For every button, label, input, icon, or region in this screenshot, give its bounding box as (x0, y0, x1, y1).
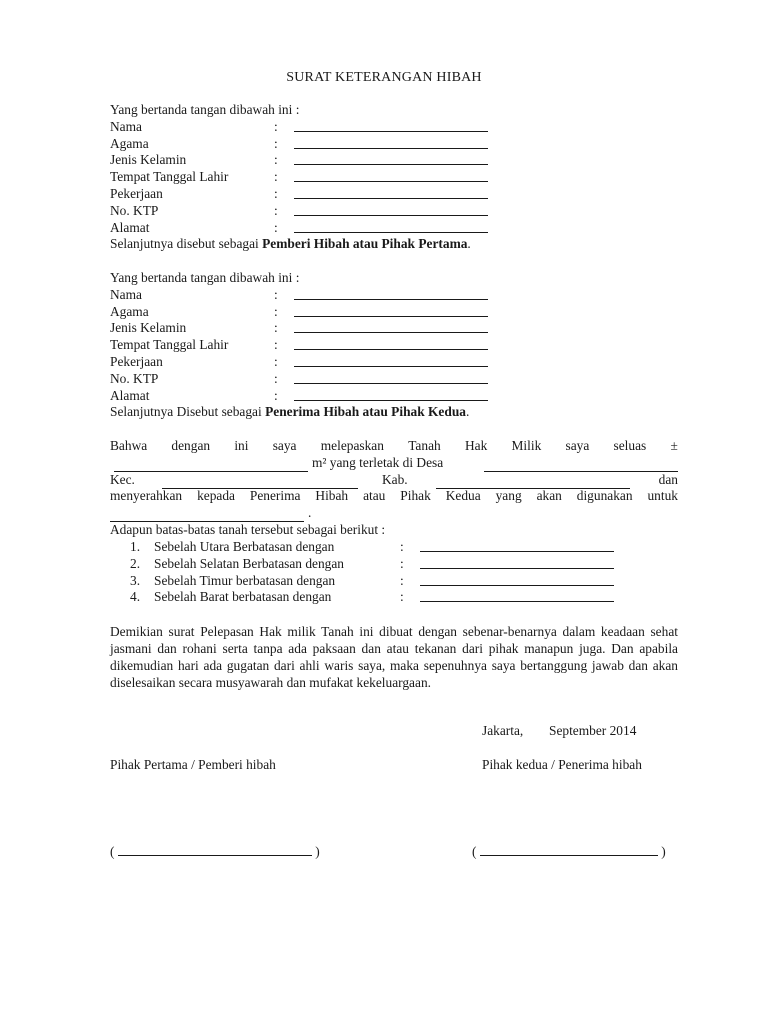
word: digunakan (576, 488, 633, 504)
word: Penerima (249, 488, 301, 504)
field-colon: : (274, 337, 278, 353)
field-blank (294, 383, 488, 384)
field-blank (294, 215, 488, 216)
party1-field-agama (110, 136, 680, 153)
boundary-number: 1. (130, 539, 141, 554)
word: Pihak (400, 488, 431, 504)
party2-field-tempat-tanggal-lahir (110, 337, 680, 354)
boundary-text: Sebelah Timur berbatasan dengan (154, 572, 336, 588)
field-colon: : (274, 387, 278, 403)
purpose-blank (110, 508, 304, 522)
field-colon: : (274, 169, 278, 185)
field-colon: : (274, 118, 278, 134)
area-blank (114, 458, 308, 472)
kab-blank (436, 475, 630, 489)
boundaries-intro: Adapun batas-batas tanah tersebut sebagai berikut : (110, 522, 386, 537)
field-blank (294, 131, 488, 132)
field-label: Alamat (110, 219, 150, 235)
field-label: No. KTP (110, 370, 159, 386)
party1-section (110, 102, 680, 253)
release-line-5: . (110, 505, 678, 522)
field-colon: : (274, 152, 278, 168)
word: akan (536, 488, 562, 504)
party1-field-nama (110, 119, 680, 136)
field-blank (294, 316, 488, 317)
word: yang (495, 488, 522, 504)
signer-2-label: Pihak kedua / Penerima hibah (482, 757, 642, 772)
signature-1: ( ) (110, 844, 320, 859)
field-label: Nama (110, 118, 142, 134)
boundary-blank (420, 551, 614, 552)
field-label: Tempat Tanggal Lahir (110, 169, 229, 185)
field-colon: : (274, 135, 278, 151)
word: seluas (613, 438, 647, 453)
field-colon: : (274, 320, 278, 336)
party2-field-jenis-kelamin (110, 320, 680, 337)
field-label: Nama (110, 286, 142, 302)
boundary-colon: : (400, 555, 404, 571)
field-label: Tempat Tanggal Lahir (110, 337, 229, 353)
party1-field-no-ktp (110, 203, 680, 220)
field-blank (294, 349, 488, 350)
field-colon: : (274, 286, 278, 302)
field-blank (294, 181, 488, 182)
kec-blank (162, 475, 358, 489)
party2-outro: Selanjutnya Disebut sebagai Penerima Hibah atau Pihak Kedua. (110, 404, 470, 420)
party1-field-tempat-tanggal-lahir (110, 169, 680, 186)
boundary-number: 3. (130, 572, 141, 588)
boundary-colon: : (400, 572, 404, 588)
field-colon: : (274, 370, 278, 386)
party1-outro: Selanjutnya disebut sebagai Pemberi Hibah atau Pihak Pertama. (110, 236, 471, 252)
boundary-item (130, 556, 650, 573)
word: Kedua (445, 488, 481, 504)
boundary-number: 2. (130, 555, 141, 571)
signature-2: ( ) (472, 844, 666, 859)
boundary-item (130, 573, 650, 590)
party2-field-nama (110, 287, 680, 304)
party1-intro: Yang bertanda tangan dibawah ini : (110, 102, 300, 117)
party1-field-pekerjaan (110, 186, 680, 203)
word: atau (363, 488, 386, 504)
field-blank (294, 232, 488, 233)
word: Milik (511, 438, 542, 453)
field-label: Jenis Kelamin (110, 320, 187, 336)
party2-field-alamat (110, 388, 680, 405)
word: kepada (197, 488, 235, 504)
boundary-text: Sebelah Selatan Berbatasan dengan (154, 555, 344, 571)
word: Hak (464, 438, 488, 453)
word: untuk (647, 488, 678, 504)
field-colon: : (274, 219, 278, 235)
field-label: Agama (110, 135, 149, 151)
release-line-4 (110, 488, 678, 505)
word: saya (272, 438, 297, 453)
word: dengan (171, 438, 211, 453)
word: Hibah (315, 488, 349, 504)
party2-fields (110, 287, 680, 405)
party1-fields (110, 119, 680, 237)
field-label: Agama (110, 303, 149, 319)
boundary-text: Sebelah Barat berbatasan dengan (154, 589, 332, 605)
field-blank (294, 198, 488, 199)
signature-1-blank (118, 842, 312, 856)
party2-field-no-ktp (110, 371, 680, 388)
word: Bahwa (110, 438, 148, 453)
boundary-colon: : (400, 589, 404, 605)
signer-1-label: Pihak Pertama / Pemberi hibah (110, 757, 276, 772)
field-blank (294, 400, 488, 401)
party2-field-agama (110, 304, 680, 321)
party2-field-pekerjaan (110, 354, 680, 371)
field-label: Pekerjaan (110, 353, 163, 369)
word: melepaskan (320, 438, 384, 453)
document-title: SURAT KETERANGAN HIBAH (286, 70, 482, 85)
field-blank (294, 332, 488, 333)
field-colon: : (274, 185, 278, 201)
boundary-number: 4. (130, 589, 141, 605)
field-colon: : (274, 202, 278, 218)
place: Jakarta, (482, 723, 524, 738)
field-colon: : (274, 353, 278, 369)
field-blank (294, 148, 488, 149)
boundary-blank (420, 585, 614, 586)
field-label: Jenis Kelamin (110, 152, 187, 168)
boundary-blank (420, 601, 614, 602)
word: ini (234, 438, 249, 453)
boundary-item (130, 589, 650, 606)
word: Tanah (408, 438, 441, 453)
desa-blank (484, 458, 678, 472)
party2-intro: Yang bertanda tangan dibawah ini : (110, 270, 300, 285)
word: menyerahkan (110, 488, 183, 504)
word: saya (565, 438, 590, 453)
field-colon: : (274, 303, 278, 319)
boundary-text: Sebelah Utara Berbatasan dengan (154, 539, 335, 554)
party2-section (110, 270, 680, 421)
word: ± (670, 438, 678, 453)
boundaries-list (130, 539, 650, 606)
release-line-1 (110, 438, 678, 455)
release-line-2: m² yang terletak di Desa (110, 455, 678, 472)
signature-2-blank (480, 842, 658, 856)
field-blank (294, 164, 488, 165)
closing-paragraph: Demikian surat Pelepasan Hak milik Tanah ini dibuat dengan sebenar-benarnya dalam keadaan sehat jasmani dan rohani serta tanpa ada paksaan dan atau tekanan dari pihak manapun juga. Dan apabila dikemudian hari ada gugatan dari ahli waris saya, maka sepenuhnya saya bertanggung jawab dan akan diselesaikan secara musyawarah dan mufakat kekeluargaan. (110, 624, 678, 690)
field-label: Pekerjaan (110, 185, 163, 201)
party1-field-alamat (110, 220, 680, 237)
release-paragraph (110, 438, 678, 522)
boundary-item (130, 539, 650, 556)
boundary-colon: : (400, 539, 404, 554)
boundary-blank (420, 568, 614, 569)
field-label: Alamat (110, 387, 150, 403)
date: September 2014 (549, 723, 637, 738)
party1-field-jenis-kelamin (110, 152, 680, 169)
field-blank (294, 366, 488, 367)
field-label: No. KTP (110, 202, 159, 218)
field-blank (294, 299, 488, 300)
release-line-3: Kec. Kab. dan (110, 471, 678, 487)
